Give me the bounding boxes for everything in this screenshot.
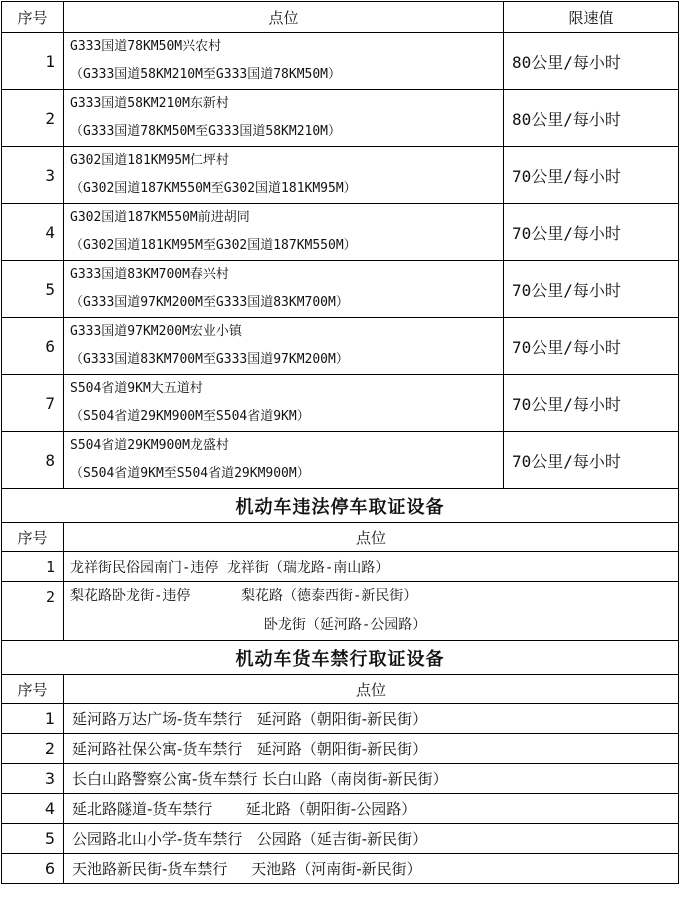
row-number: 2 (2, 582, 64, 641)
speed-row (2, 204, 679, 261)
location-line: G302国道187KM550M前进胡同 (70, 210, 250, 225)
enforcement-device-table (1, 1, 679, 884)
row-number: 4 (2, 794, 64, 824)
parking-row (2, 582, 679, 641)
truck-header-row (2, 675, 679, 704)
header-location: 点位 (64, 675, 679, 704)
row-number: 2 (2, 734, 64, 764)
header-no: 序号 (2, 523, 64, 552)
row-number: 1 (2, 704, 64, 734)
header-location: 点位 (64, 523, 679, 552)
row-number: 3 (2, 147, 64, 204)
speed-limit: 70公里/每小时 (504, 375, 679, 432)
speed-row (2, 90, 679, 147)
location-line: G333国道97KM200M宏业小镇 (70, 324, 242, 339)
speed-limit: 70公里/每小时 (504, 204, 679, 261)
parking-header-row (2, 523, 679, 552)
truck-row (2, 734, 679, 764)
location-range: （S504省道29KM900M至S504省道9KM） (70, 409, 310, 424)
location-cell (64, 33, 504, 90)
speed-row (2, 147, 679, 204)
parking-section-title: 机动车违法停车取证设备 (2, 489, 679, 523)
location-cell: 天池路新民街-货车禁行 天池路（河南街-新民街） (64, 854, 679, 884)
row-number: 8 (2, 432, 64, 489)
row-number: 6 (2, 854, 64, 884)
truck-row (2, 824, 679, 854)
location-line: G302国道181KM95M仁坪村 (70, 153, 229, 168)
header-limit: 限速值 (504, 2, 679, 33)
location-cell (64, 90, 504, 147)
location-line: 卧龙街（延河路-公园路） (70, 617, 427, 633)
location-line: 梨花路卧龙街-违停 梨花路（德泰西街-新民街） (70, 588, 418, 604)
location-line: S504省道9KM大五道村 (70, 381, 203, 396)
parking-section-title-row (2, 489, 679, 523)
truck-row (2, 764, 679, 794)
header-no: 序号 (2, 2, 64, 33)
location-line: S504省道29KM900M龙盛村 (70, 438, 229, 453)
location-cell (64, 261, 504, 318)
location-cell (64, 375, 504, 432)
speed-row (2, 375, 679, 432)
location-cell: 长白山路警察公寓-货车禁行 长白山路（南岗街-新民街） (64, 764, 679, 794)
row-number: 7 (2, 375, 64, 432)
location-range: （G302国道181KM95M至G302国道187KM550M） (70, 238, 357, 253)
location-line: G333国道58KM210M东新村 (70, 96, 229, 111)
location-range: （G333国道58KM210M至G333国道78KM50M） (70, 67, 342, 82)
row-number: 1 (2, 552, 64, 582)
speed-header-row (2, 2, 679, 33)
row-number: 2 (2, 90, 64, 147)
location-cell (64, 318, 504, 375)
location-cell: 公园路北山小学-货车禁行 公园路（延吉街-新民街） (64, 824, 679, 854)
truck-row (2, 854, 679, 884)
speed-limit: 80公里/每小时 (504, 90, 679, 147)
location-cell (64, 582, 679, 641)
row-number: 1 (2, 33, 64, 90)
location-cell: 龙祥街民俗园南门-违停 龙祥街（瑞龙路-南山路） (64, 552, 679, 582)
parking-row (2, 552, 679, 582)
speed-limit: 70公里/每小时 (504, 147, 679, 204)
speed-limit: 70公里/每小时 (504, 261, 679, 318)
row-number: 4 (2, 204, 64, 261)
location-range: （G302国道187KM550M至G302国道181KM95M） (70, 181, 357, 196)
location-cell: 延河路万达广场-货车禁行 延河路（朝阳街-新民街） (64, 704, 679, 734)
location-range: （G333国道78KM50M至G333国道58KM210M） (70, 124, 342, 139)
truck-row (2, 704, 679, 734)
truck-section-title-row (2, 641, 679, 675)
header-location: 点位 (64, 2, 504, 33)
location-line: G333国道83KM700M春兴村 (70, 267, 229, 282)
location-cell: 延河路社保公寓-货车禁行 延河路（朝阳街-新民街） (64, 734, 679, 764)
speed-row (2, 33, 679, 90)
location-range: （S504省道9KM至S504省道29KM900M） (70, 466, 310, 481)
speed-limit: 70公里/每小时 (504, 432, 679, 489)
speed-limit: 80公里/每小时 (504, 33, 679, 90)
location-line: G333国道78KM50M兴农村 (70, 39, 222, 54)
header-no: 序号 (2, 675, 64, 704)
speed-limit: 70公里/每小时 (504, 318, 679, 375)
location-cell (64, 147, 504, 204)
location-range: （G333国道97KM200M至G333国道83KM700M） (70, 295, 349, 310)
row-number: 3 (2, 764, 64, 794)
speed-row (2, 432, 679, 489)
location-cell (64, 204, 504, 261)
location-cell (64, 432, 504, 489)
row-number: 5 (2, 824, 64, 854)
row-number: 5 (2, 261, 64, 318)
location-cell: 延北路隧道-货车禁行 延北路（朝阳街-公园路） (64, 794, 679, 824)
row-number: 6 (2, 318, 64, 375)
speed-row (2, 318, 679, 375)
truck-row (2, 794, 679, 824)
speed-row (2, 261, 679, 318)
truck-section-title: 机动车货车禁行取证设备 (2, 641, 679, 675)
location-range: （G333国道83KM700M至G333国道97KM200M） (70, 352, 349, 367)
